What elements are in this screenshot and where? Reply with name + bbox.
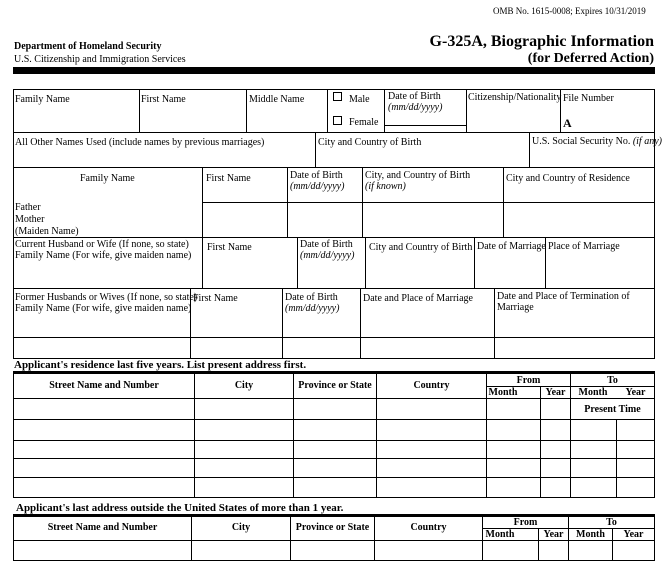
former-spouses-label: Former Husbands or Wives (If none, so state) bbox=[15, 292, 198, 303]
outside-province-header: Province or State bbox=[295, 522, 370, 533]
spouse-dob-label: Date of Birth bbox=[300, 239, 353, 250]
spouse-marriage-date-label: Date of Marriage bbox=[477, 241, 546, 252]
parents-family-name-label: Family Name bbox=[80, 173, 135, 184]
former-termination-label: Date and Place of Termination of bbox=[497, 291, 630, 302]
spouse-dob-format: (mm/dd/yyyy) bbox=[300, 250, 355, 261]
spouse-birth-place-label: City and Country of Birth bbox=[369, 242, 473, 253]
residence-from-month-header: Month bbox=[488, 387, 518, 398]
male-label: Male bbox=[349, 94, 370, 105]
former-family-name-label: Family Name (For wife, give maiden name) bbox=[15, 303, 192, 314]
file-number-label: File Number bbox=[563, 93, 614, 104]
male-checkbox[interactable] bbox=[333, 92, 342, 101]
spouse-marriage-place-label: Place of Marriage bbox=[548, 241, 620, 252]
other-names-label: All Other Names Used (include names by previous marriages) bbox=[15, 137, 265, 148]
spouse-label: Current Husband or Wife (If none, so state) bbox=[15, 239, 189, 250]
father-label: Father bbox=[15, 202, 41, 213]
residence-street-header: Street Name and Number bbox=[49, 380, 159, 391]
residence-rule bbox=[13, 371, 655, 374]
birth-city-country-label: City and Country of Birth bbox=[318, 137, 422, 148]
parents-residence-label: City and Country of Residence bbox=[506, 173, 630, 184]
parents-dob-label: Date of Birth bbox=[290, 170, 343, 181]
former-dob-label: Date of Birth bbox=[285, 292, 338, 303]
former-termination-label-2: Marriage bbox=[497, 302, 534, 313]
outside-city-header: City bbox=[231, 522, 251, 533]
residence-country-header: Country bbox=[413, 380, 450, 391]
former-marriage-label: Date and Place of Marriage bbox=[363, 293, 473, 304]
residence-to-header: To bbox=[607, 375, 618, 386]
parents-birth-place-label: City, and Country of Birth bbox=[365, 170, 471, 181]
outside-from-header: From bbox=[513, 517, 538, 528]
residence-city-header: City bbox=[234, 380, 254, 391]
applicant-middle-name-label: Middle Name bbox=[249, 94, 305, 105]
female-checkbox[interactable] bbox=[333, 116, 342, 125]
form-title: G-325A, Biographic Information bbox=[429, 33, 654, 50]
applicant-dob-label: Date of Birth bbox=[388, 91, 441, 102]
residence-to-year-header: Year bbox=[625, 387, 646, 398]
parents-first-name-label: First Name bbox=[206, 173, 251, 184]
residence-from-year-header: Year bbox=[545, 387, 566, 398]
omb-number: OMB No. 1615-0008; Expires 10/31/2019 bbox=[493, 6, 646, 16]
outside-to-year-header: Year bbox=[623, 529, 644, 540]
former-first-name-label: First Name bbox=[193, 293, 238, 304]
outside-from-year-header: Year bbox=[543, 529, 564, 540]
agency-name: U.S. Citizenship and Immigration Services bbox=[14, 54, 186, 65]
residence-province-header: Province or State bbox=[298, 380, 372, 391]
outside-country-header: Country bbox=[410, 522, 447, 533]
residence-to-month-header: Month bbox=[578, 387, 608, 398]
department-name: Department of Homeland Security bbox=[14, 41, 162, 52]
residence-from-header: From bbox=[516, 375, 541, 386]
applicant-dob-format: (mm/dd/yyyy) bbox=[388, 102, 443, 113]
file-number-prefix: A bbox=[563, 116, 572, 130]
present-time-label: Present Time bbox=[584, 404, 641, 415]
outside-section-title: Applicant's last address outside the United States of more than 1 year. bbox=[16, 502, 344, 514]
citizenship-label: Citizenship/Nationality bbox=[468, 92, 562, 103]
ssn-label: U.S. Social Security No. (if any) bbox=[532, 136, 662, 147]
maiden-name-label: (Maiden Name) bbox=[15, 226, 79, 237]
female-label: Female bbox=[349, 117, 379, 128]
residence-section-title: Applicant's residence last five years. List present address first. bbox=[14, 359, 307, 371]
outside-street-header: Street Name and Number bbox=[47, 522, 158, 533]
outside-to-header: To bbox=[606, 517, 617, 528]
form-subtitle: (for Deferred Action) bbox=[527, 51, 654, 66]
applicant-family-name-label: Family Name bbox=[15, 94, 70, 105]
spouse-first-name-label: First Name bbox=[207, 242, 252, 253]
parents-dob-format: (mm/dd/yyyy) bbox=[290, 181, 345, 192]
spouse-family-name-label: Family Name (For wife, give maiden name) bbox=[15, 250, 192, 261]
applicant-first-name-label: First Name bbox=[141, 94, 186, 105]
header-rule bbox=[13, 67, 655, 74]
former-dob-format: (mm/dd/yyyy) bbox=[285, 303, 340, 314]
outside-from-month-header: Month bbox=[485, 529, 515, 540]
outside-to-month-header: Month bbox=[576, 529, 605, 540]
mother-label: Mother bbox=[15, 214, 45, 225]
parents-birth-place-note: (if known) bbox=[365, 181, 406, 192]
